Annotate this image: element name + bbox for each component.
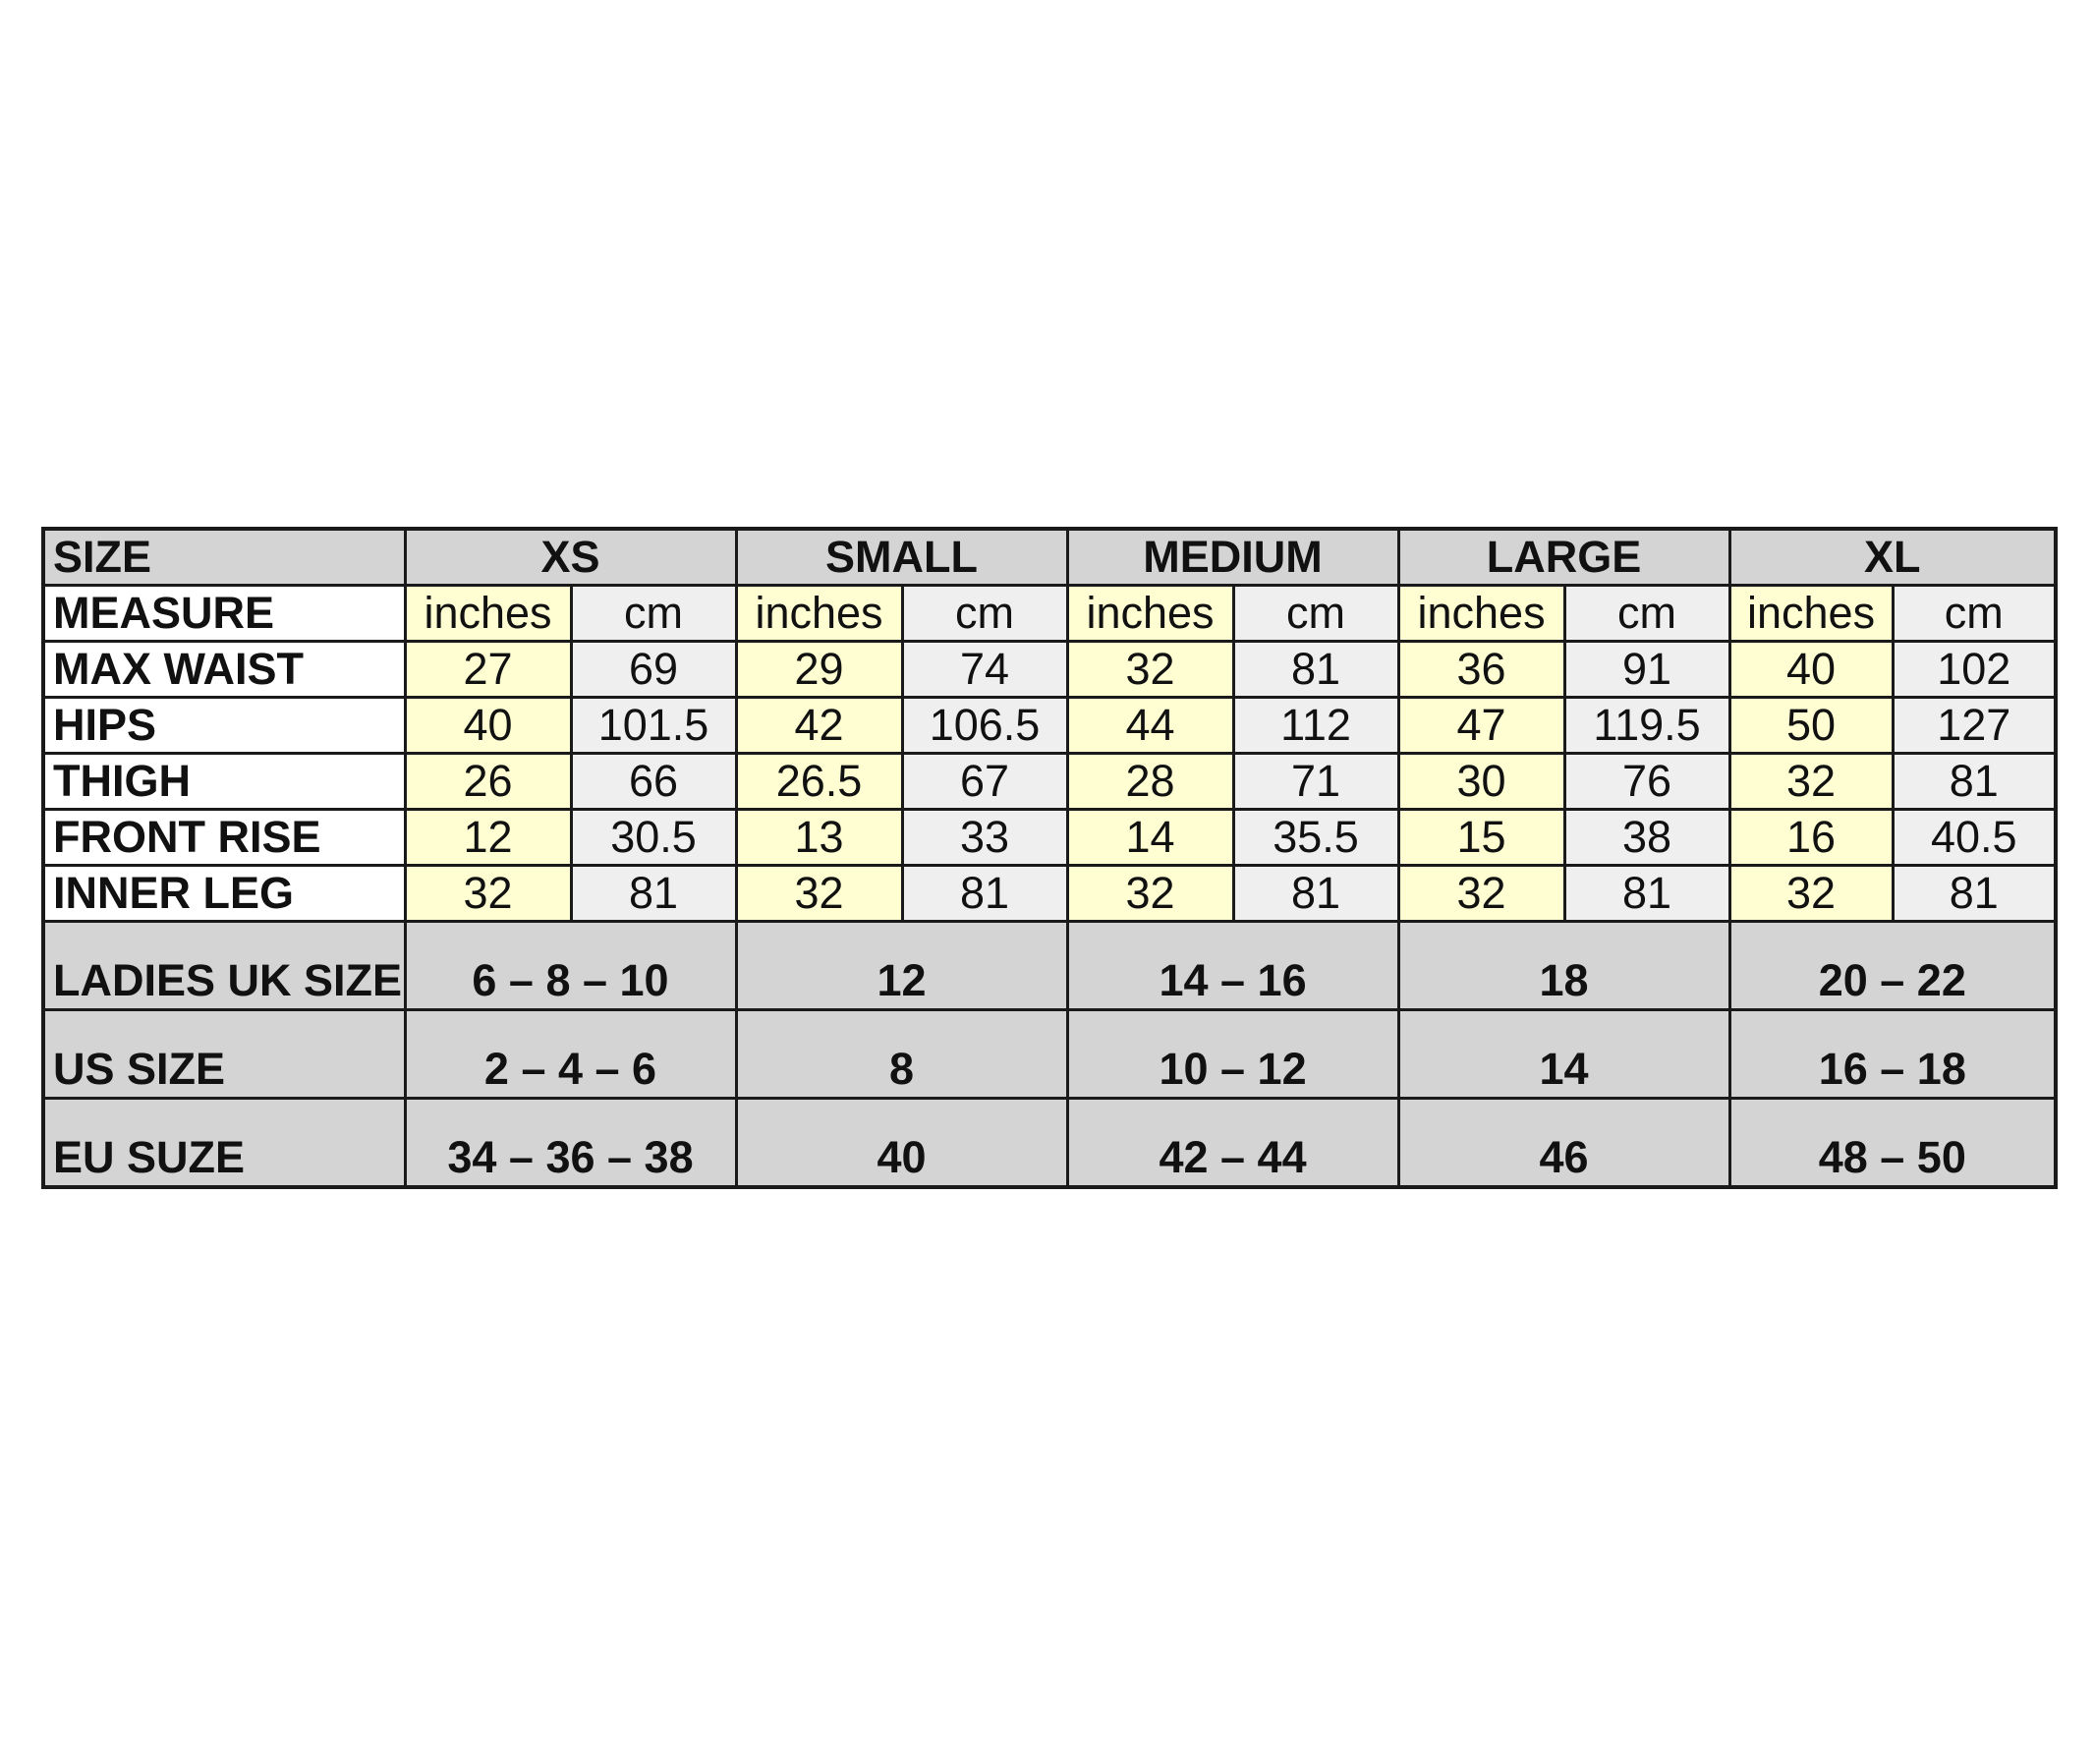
conversion-cell: 2 – 4 – 6: [405, 1010, 736, 1099]
value-cell: 119.5: [1564, 698, 1729, 754]
value-cell: 81: [902, 866, 1067, 922]
size-xl-header: XL: [1729, 529, 2056, 586]
value-cell: 26.5: [736, 754, 902, 810]
value-cell: 40.5: [1893, 810, 2056, 866]
conversion-cell: 8: [736, 1010, 1067, 1099]
us-size-row: [43, 1010, 2056, 1099]
size-header-row: [43, 529, 2056, 586]
conversion-cell: 16 – 18: [1729, 1010, 2056, 1099]
value-cell: 112: [1233, 698, 1398, 754]
conversion-cell: 14 – 16: [1067, 922, 1398, 1010]
value-cell: 38: [1564, 810, 1729, 866]
size-chart-table: [41, 527, 2058, 1189]
conversion-cell: 40: [736, 1099, 1067, 1188]
value-cell: 15: [1398, 810, 1564, 866]
conversion-cell: 46: [1398, 1099, 1729, 1188]
unit-cell: cm: [1233, 586, 1398, 642]
conversion-cell: 6 – 8 – 10: [405, 922, 736, 1010]
row-label: LADIES UK SIZE: [43, 922, 405, 1010]
size-label: SIZE: [43, 529, 405, 586]
value-cell: 32: [1729, 866, 1893, 922]
unit-cell: inches: [1398, 586, 1564, 642]
value-cell: 40: [405, 698, 571, 754]
value-cell: 81: [571, 866, 736, 922]
value-cell: 74: [902, 642, 1067, 698]
value-cell: 27: [405, 642, 571, 698]
unit-cell: inches: [405, 586, 571, 642]
value-cell: 44: [1067, 698, 1233, 754]
value-cell: 26: [405, 754, 571, 810]
value-cell: 81: [1233, 866, 1398, 922]
value-cell: 16: [1729, 810, 1893, 866]
value-cell: 81: [1233, 642, 1398, 698]
row-label: FRONT RISE: [43, 810, 405, 866]
value-cell: 30.5: [571, 810, 736, 866]
value-cell: 81: [1893, 866, 2056, 922]
value-cell: 32: [1729, 754, 1893, 810]
value-cell: 35.5: [1233, 810, 1398, 866]
unit-cell: cm: [1893, 586, 2056, 642]
value-cell: 32: [1067, 866, 1233, 922]
row-label: US SIZE: [43, 1010, 405, 1099]
value-cell: 69: [571, 642, 736, 698]
row-label: MAX WAIST: [43, 642, 405, 698]
row-label: HIPS: [43, 698, 405, 754]
size-medium-header: MEDIUM: [1067, 529, 1398, 586]
inner-leg-row: [43, 866, 2056, 922]
value-cell: 12: [405, 810, 571, 866]
value-cell: 33: [902, 810, 1067, 866]
value-cell: 81: [1564, 866, 1729, 922]
front-rise-row: [43, 810, 2056, 866]
value-cell: 50: [1729, 698, 1893, 754]
unit-cell: cm: [1564, 586, 1729, 642]
conversion-cell: 42 – 44: [1067, 1099, 1398, 1188]
unit-cell: inches: [1067, 586, 1233, 642]
value-cell: 32: [405, 866, 571, 922]
size-small-header: SMALL: [736, 529, 1067, 586]
value-cell: 14: [1067, 810, 1233, 866]
value-cell: 28: [1067, 754, 1233, 810]
value-cell: 71: [1233, 754, 1398, 810]
value-cell: 67: [902, 754, 1067, 810]
unit-cell: inches: [1729, 586, 1893, 642]
value-cell: 40: [1729, 642, 1893, 698]
uk-size-row: [43, 922, 2056, 1010]
eu-size-row: [43, 1099, 2056, 1188]
value-cell: 47: [1398, 698, 1564, 754]
value-cell: 106.5: [902, 698, 1067, 754]
value-cell: 30: [1398, 754, 1564, 810]
unit-cell: cm: [902, 586, 1067, 642]
value-cell: 36: [1398, 642, 1564, 698]
unit-cell: inches: [736, 586, 902, 642]
value-cell: 102: [1893, 642, 2056, 698]
conversion-cell: 48 – 50: [1729, 1099, 2056, 1188]
conversion-cell: 14: [1398, 1010, 1729, 1099]
value-cell: 32: [1067, 642, 1233, 698]
value-cell: 81: [1893, 754, 2056, 810]
row-label: EU SUZE: [43, 1099, 405, 1188]
value-cell: 13: [736, 810, 902, 866]
value-cell: 32: [1398, 866, 1564, 922]
measure-label: MEASURE: [43, 586, 405, 642]
value-cell: 76: [1564, 754, 1729, 810]
unit-cell: cm: [571, 586, 736, 642]
size-xs-header: XS: [405, 529, 736, 586]
thigh-row: [43, 754, 2056, 810]
value-cell: 66: [571, 754, 736, 810]
row-label: INNER LEG: [43, 866, 405, 922]
value-cell: 32: [736, 866, 902, 922]
value-cell: 127: [1893, 698, 2056, 754]
conversion-cell: 18: [1398, 922, 1729, 1010]
size-large-header: LARGE: [1398, 529, 1729, 586]
conversion-cell: 12: [736, 922, 1067, 1010]
measure-unit-row: [43, 586, 2056, 642]
value-cell: 29: [736, 642, 902, 698]
conversion-cell: 10 – 12: [1067, 1010, 1398, 1099]
value-cell: 101.5: [571, 698, 736, 754]
value-cell: 91: [1564, 642, 1729, 698]
hips-row: [43, 698, 2056, 754]
row-label: THIGH: [43, 754, 405, 810]
conversion-cell: 20 – 22: [1729, 922, 2056, 1010]
conversion-cell: 34 – 36 – 38: [405, 1099, 736, 1188]
value-cell: 42: [736, 698, 902, 754]
max-waist-row: [43, 642, 2056, 698]
